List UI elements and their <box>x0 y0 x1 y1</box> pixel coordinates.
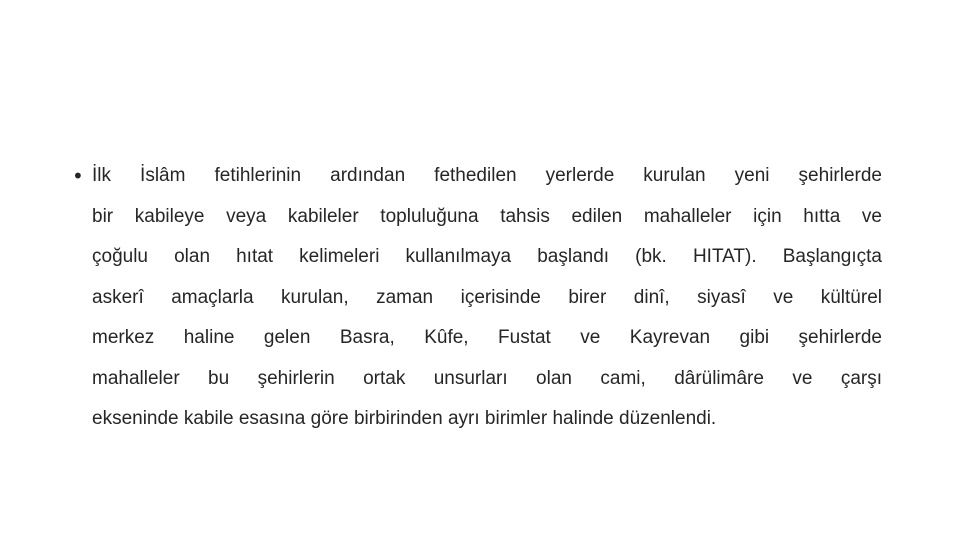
paragraph-line-6: mahalleler bu şehirlerin ortak unsurları olan cami, dârülimâre ve çarşı <box>92 367 882 389</box>
paragraph-line-5: merkez haline gelen Basra, Kûfe, Fustat ve Kayrevan gibi şehirlerde <box>92 327 882 348</box>
paragraph-line-7: ekseninde kabile esasına göre birbirinden ayrı birimler halinde düzenlendi. <box>92 408 717 429</box>
body-text-list <box>72 156 882 440</box>
paragraph-line-2: bir kabileye veya kabileler topluluğuna tahsis edilen mahalleler için hıtta ve <box>92 205 882 227</box>
bullet-item <box>72 156 882 440</box>
paragraph-line-3: çoğulu olan hıtat kelimeleri kullanılmaya başlandı (bk. HITAT). Başlangıçta <box>92 246 882 267</box>
paragraph-line-4: askerî amaçlarla kurulan, zaman içerisinde birer dinî, siyasî ve kültürel <box>92 286 882 308</box>
paragraph-line-1: İlk İslâm fetihlerinin ardından fethedilen yerlerde kurulan yeni şehirlerde <box>92 165 882 186</box>
bullet-icon: • <box>72 164 84 188</box>
